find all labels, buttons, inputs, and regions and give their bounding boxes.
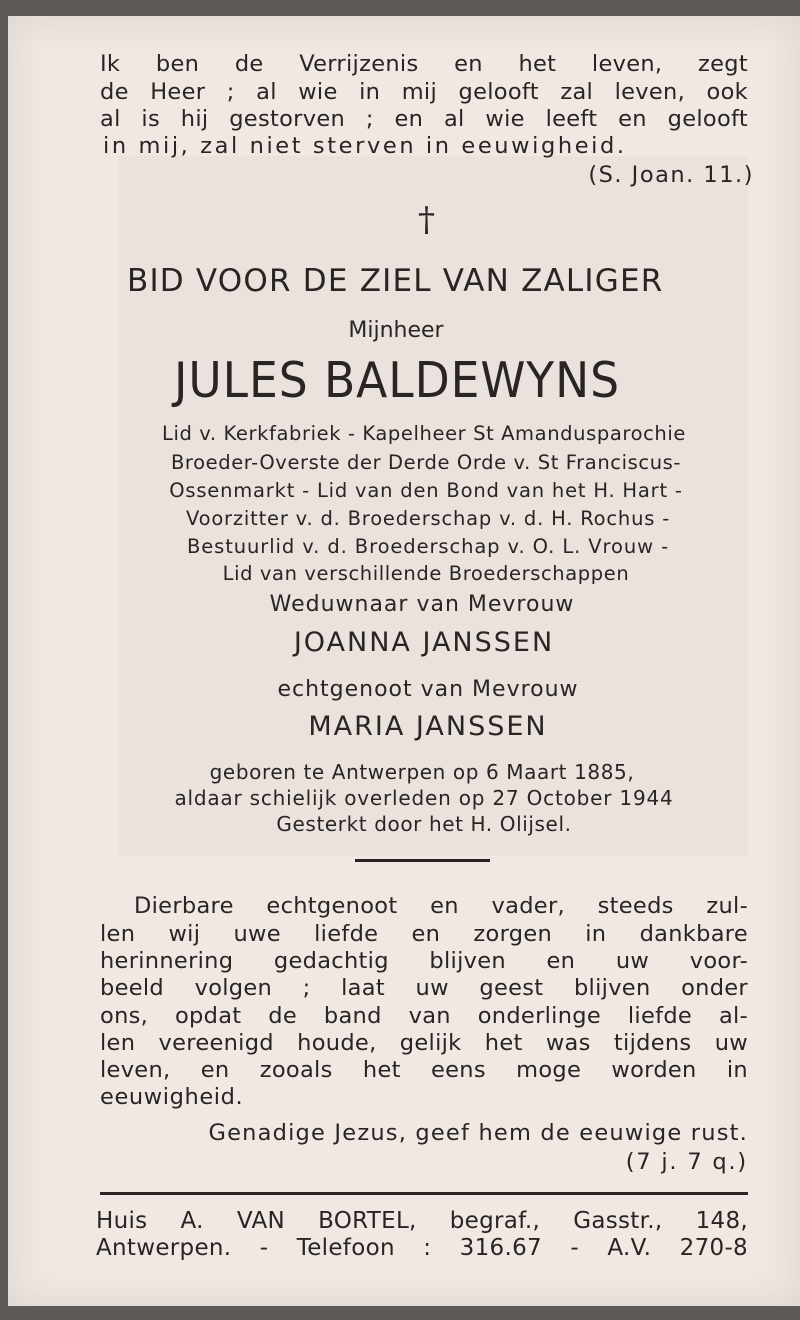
prayer-closing: Genadige Jezus, geef hem de eeuwige rust. [208, 1120, 748, 1146]
printer-line: Huis A. VAN BORTEL, begraf., Gasstr., 148, [96, 1208, 748, 1234]
role-line: Broeder-Overste der Derde Orde v. St Franciscus- [170, 451, 682, 474]
printer-divider [100, 1192, 748, 1195]
second-spouse-name: MARIA JANSSEN [308, 711, 548, 742]
prayer-heading: BID VOOR DE ZIEL VAN ZALIGER [127, 263, 664, 299]
role-line: Ossenmarkt - Lid van den Bond van het H. Hart - [169, 479, 683, 502]
scripture-line: al is hij gestorven ; en al wie leeft en gelooft [100, 106, 748, 132]
reverse-side-bleed [118, 156, 748, 856]
prayer-line: len wij uwe liefde en zorgen in dankbare [100, 921, 748, 947]
prayer-line: beeld volgen ; laat uw geest blijven onder [100, 975, 748, 1001]
prayer-line: herinnering gedachtig blijven en uw voor- [100, 948, 748, 974]
role-line: Bestuurlid v. d. Broederschap v. O. L. Vrouw - [186, 535, 670, 558]
indulgence-note: (7 j. 7 q.) [625, 1149, 748, 1175]
prayer-line: len vereenigd houde, gelijk het was tijdens uw [100, 1030, 748, 1056]
role-line: Voorzitter v. d. Broederschap v. d. H. Rochus - [185, 507, 671, 530]
scripture-line: de Heer ; al wie in mij gelooft zal leven, ook [100, 79, 748, 105]
sacrament-line: Gesterkt door het H. Olijsel. [276, 812, 572, 836]
widower-label: Weduwnaar van Mevrouw [269, 592, 575, 617]
prayer-line: ons, opdat de band van onderlinge liefde al- [100, 1003, 748, 1029]
birth-line: geboren te Antwerpen op 6 Maart 1885, [209, 760, 635, 784]
prayer-line: Dierbare echtgenoot en vader, steeds zul- [134, 893, 748, 919]
scripture-line: in mij, zal niet sterven in eeuwigheid. [103, 133, 627, 159]
honorific: Mijnheer [348, 318, 444, 343]
prayer-line: leven, en zooals het eens moge worden in [100, 1057, 748, 1083]
divider [355, 859, 490, 862]
cross-icon: † [418, 200, 435, 240]
spouse-label: echtgenoot van Mevrouw [277, 677, 579, 702]
prayer-line: eeuwigheid. [100, 1084, 244, 1110]
deceased-name: JULES BALDEWYNS [174, 352, 620, 409]
role-line: Lid v. Kerkfabriek - Kapelheer St Amandusparochie [161, 422, 686, 445]
role-line: Lid van verschillende Broederschappen [222, 562, 630, 585]
memorial-card [8, 16, 800, 1306]
death-line: aldaar schielijk overleden op 27 October 1944 [174, 786, 674, 810]
printer-line: Antwerpen. - Telefoon : 316.67 - A.V. 270-8 [96, 1235, 748, 1261]
scripture-reference: (S. Joan. 11.) [588, 162, 754, 188]
scripture-line: Ik ben de Verrijzenis en het leven, zegt [100, 51, 748, 77]
first-spouse-name: JOANNA JANSSEN [293, 627, 555, 658]
